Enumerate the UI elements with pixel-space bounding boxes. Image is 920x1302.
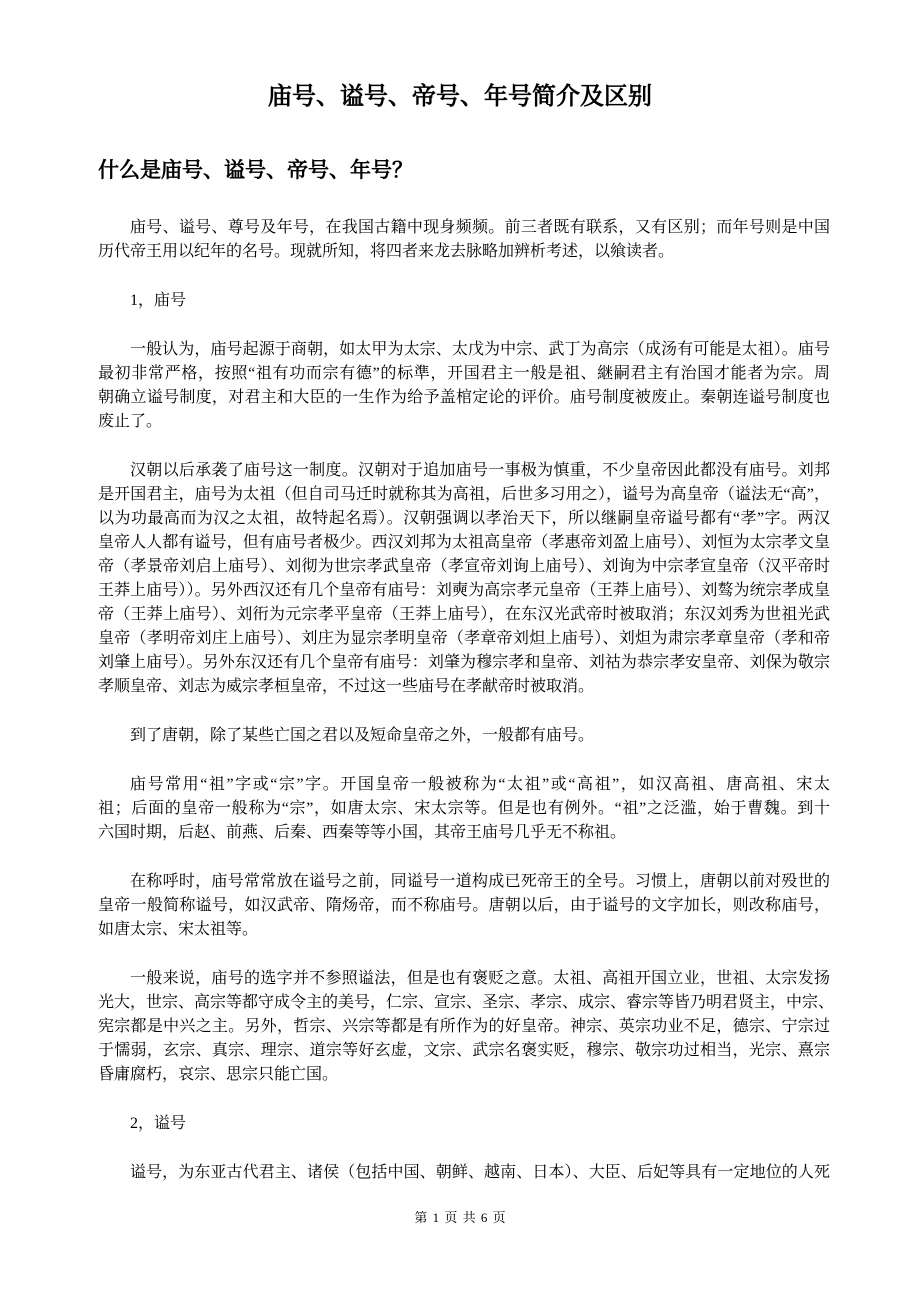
paragraph <box>98 773 830 845</box>
text-line: 于懦弱，玄宗、真宗、理宗、道宗等好玄虚，文宗、武宗名褒实贬，穆宗、敬宗功过相当，光宗、熹宗 <box>98 1042 830 1059</box>
text-line: 最初非常严格，按照“祖有功而宗有德”的标準，开国君主一般是祖、継嗣君主有治国才能者为宗。周 <box>98 365 830 382</box>
paragraph <box>98 459 830 699</box>
text-line: 以为功最高而为汉之太祖，故特起名焉）。汉朝强调以孝治天下，所以继嗣皇帝谥号都有“孝”字。两汉 <box>98 510 830 527</box>
text-line: 皇帝一般简称谥号，如汉武帝、隋炀帝，而不称庙号。唐朝以后，由于谥号的文字加长，则改称庙号， <box>98 897 830 914</box>
text-line: 皇帝人人都有谥号，但有庙号者极少。西汉刘邦为太祖高皇帝（孝惠帝刘盈上庙号）、刘恒为太宗孝文皇 <box>98 534 830 551</box>
text-line: 在称呼时，庙号常常放在谥号之前，同谥号一道构成已死帝王的全号。习惯上，唐朝以前对殁世的 <box>130 873 830 890</box>
text-line: 王莽上庙号））。另外西汉还有几个皇帝有庙号：刘奭为高宗孝元皇帝（王莽上庙号）、刘骜为统宗孝成皇 <box>98 582 830 599</box>
text-line: 汉朝以后承袭了庙号这一制度。汉朝对于追加庙号一事极为慎重，不少皇帝因此都没有庙号。刘邦 <box>130 462 830 479</box>
text-line: 宪宗都是中兴之主。另外，哲宗、兴宗等都是有所作为的好皇帝。神宗、英宗功业不足，德宗、宁宗过 <box>98 1018 830 1035</box>
text-line: 庙号常用“祖”字或“宗”字。开国皇帝一般被称为“太祖”或“高祖”，如汉高祖、唐高祖、宋太 <box>130 776 830 793</box>
paragraph <box>98 289 830 313</box>
text-line: 刘肇上庙号）。另外东汉还有几个皇帝有庙号：刘肇为穆宗孝和皇帝、刘祜为恭宗孝安皇帝、刘保为敬宗 <box>98 654 830 671</box>
text-line: 历代帝王用以纪年的名号。现就所知，将四者来龙去脉略加辨析考述，以飨读者。 <box>98 243 675 260</box>
paragraph <box>98 1161 830 1185</box>
text-line: 孝顺皇帝、刘志为威宗孝桓皇帝，不过这一些庙号在孝献帝时被取消。 <box>98 678 595 695</box>
document-body <box>98 216 835 1210</box>
text-line: 六国时期，后赵、前燕、后秦、西秦等等小国，其帝王庙号几乎无不称祖。 <box>98 824 627 841</box>
text-line: 到了唐朝，除了某些亡国之君以及短命皇帝之外，一般都有庙号。 <box>130 727 595 744</box>
paragraph <box>98 724 830 748</box>
text-line: 帝（王莽上庙号）、刘衎为元宗孝平皇帝（王莽上庙号），在东汉光武帝时被取消；东汉刘秀为世祖光武 <box>98 606 830 623</box>
text-line: 废止了。 <box>98 413 163 430</box>
paragraph <box>98 216 830 264</box>
paragraph <box>98 967 835 1087</box>
section-heading: 什么是庙号、谥号、帝号、年号？ <box>98 158 413 182</box>
document-title: 庙号、谥号、帝号、年号简介及区别 <box>268 84 652 110</box>
text-line: 1，庙号 <box>130 292 187 309</box>
text-line: 皇帝（孝明帝刘庄上庙号）、刘庄为显宗孝明皇帝（孝章帝刘炟上庙号）、刘炟为肃宗孝章皇帝（孝和帝 <box>98 630 830 647</box>
text-line: 光大，世宗、高宗等都守成令主的美号，仁宗、宣宗、圣宗、孝宗、成宗、睿宗等皆乃明君贤主，中宗、 <box>98 994 835 1011</box>
text-line: 昏庸腐朽，哀宗、思宗只能亡国。 <box>98 1066 339 1083</box>
paragraph <box>98 338 830 434</box>
text-line: 一般来说，庙号的选字并不参照谥法，但是也有褒贬之意。太祖、高祖开国立业，世祖、太宗发扬 <box>130 970 830 987</box>
text-line: 一般认为，庙号起源于商朝，如太甲为太宗、太戊为中宗、武丁为高宗（成汤有可能是太祖）。庙号 <box>130 341 830 358</box>
text-line: 2，谥号 <box>130 1115 187 1132</box>
text-line: 是开国君主，庙号为太祖（但自司马迁时就称其为高祖，后世多习用之），谥号为高皇帝（谥法无“高”， <box>98 486 830 503</box>
text-line: 祖；后面的皇帝一般称为“宗”，如唐太宗、宋太宗等。但是也有例外。“祖”之泛滥，始于曹魏。到十 <box>98 800 830 817</box>
text-line: 谥号，为东亚古代君主、诸侯（包括中国、朝鲜、越南、日本）、大臣、后妃等具有一定地位的人死 <box>130 1164 830 1181</box>
text-line: 帝（孝景帝刘启上庙号）、刘彻为世宗孝武皇帝（孝宣帝刘询上庙号）、刘询为中宗孝宣皇帝（汉平帝时 <box>98 558 830 575</box>
paragraph <box>98 870 830 942</box>
text-line: 如唐太宗、宋太祖等。 <box>98 921 259 938</box>
paragraph <box>98 1112 830 1136</box>
text-line: 庙号、谥号、尊号及年号，在我国古籍中现身频频。前三者既有联系，又有区别；而年号则是中国 <box>130 219 830 236</box>
page-footer: 第 1 页 共 6 页 <box>414 1210 506 1225</box>
text-line: 朝确立谥号制度，对君主和大臣的一生作为给予盖棺定论的评价。庙号制度被废止。秦朝连谥号制度也 <box>98 389 830 406</box>
